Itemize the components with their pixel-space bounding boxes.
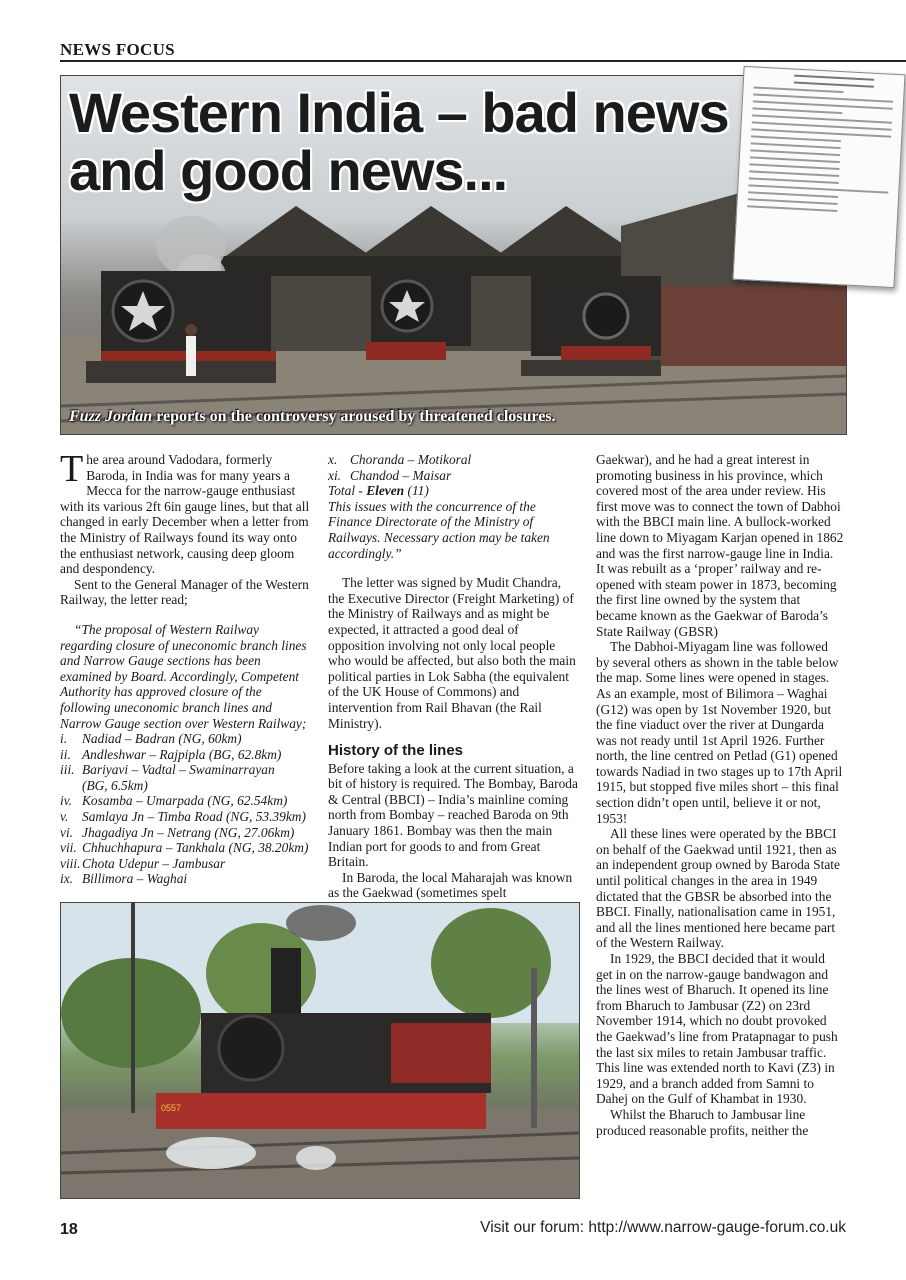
list-item: x. Choranda – Motikoral <box>328 452 472 467</box>
caption-author: Fuzz Jordan <box>69 408 153 425</box>
dabhoi-paragraph: The Dabhoi-Miyagam line was followed by several others as shown in the table below the map. Some lines were opened in stages. As an example, most of Bilimora – Waghai (G12) was open by 1st November 1920, but the fine viaduct over the river at Dungarda was not ready until 1st April 1926. Further north, the line centred on Petlad (G1) opened towards Nadiad in two stages up to 17th April 1915, but stopped five miles short – this final section didn’t open until, believe it or not, 1953! <box>596 639 843 826</box>
article-column-2 <box>328 452 578 901</box>
list-item: v. Samlaya Jn – Timba Road (NG, 53.39km) <box>60 809 306 825</box>
list-item: iii. Bariyavi – Vadtal – Swaminarrayan (BG, 6.5km) <box>60 762 275 793</box>
article-column-3 <box>596 452 844 1138</box>
caption-text: reports on the controversy aroused by threatened closures. <box>152 408 556 425</box>
bbci-1929-paragraph: In 1929, the BBCI decided that it would get in on the narrow-gauge bandwagon and the lines west of Bharuch. It opened its line from Bharuch to Jambusar (Z2) on 23rd November 1914, which no doubt provoked the Gaekwad’s line from Pratapnagar to push the last six miles to retain Jambusar traffic. This line was extended north to Kavi (Z3) in 1929, and a branch added from Samni to Dahej on the Gulf of Khambat in 1930. <box>596 951 838 1107</box>
list-item: iv. Kosamba – Umarpada (NG, 62.54km) <box>60 793 288 809</box>
section-rule <box>60 60 906 62</box>
loco-number-plate: 0557 <box>161 1103 182 1113</box>
subheading-history: History of the lines <box>328 742 464 760</box>
drop-cap: T <box>60 448 84 490</box>
list-item: xi. Chandod – Maisar <box>328 467 452 483</box>
loco-right <box>521 276 661 376</box>
headline <box>69 81 729 202</box>
signed-paragraph: The letter was signed by Mudit Chandra, the Executive Director (Freight Marketing) of the Ministry of Railways and as might be expected, it attracted a good deal of opposition involving not only local people who would be affected, but also both the main political parties in Lok Sabha (the equivalent of the UK House of Commons) and intervention from Rail Bhavan (the Rail Ministry). <box>328 575 576 731</box>
gaekwar-paragraph: Gaekwar), and he had a great interest in promoting business in his province, which covered most of the area under review. His first move was to connect the town of Dabhoi with the BBCI main line. A bullock-worked line down to Miyagam Karjan opened in 1862 and was the first narrow-gauge line in India. It was rebuilt as a ‘proper’ railway and re-opened with steam power in 1873, becoming the first line owned by the system that became known as the Gaekwar of Baroda’s State Railway (GBSR) <box>596 452 844 639</box>
article-column-1 <box>60 448 310 887</box>
loco-photo-2 <box>60 902 580 1199</box>
list-item: vii. Chhuchhapura – Tankhala (NG, 38.20km) <box>60 840 309 856</box>
forum-url[interactable]: Visit our forum: http://www.narrow-gauge-forum.co.uk <box>480 1219 846 1236</box>
headline-line1: Western India – bad news <box>69 81 729 144</box>
history-paragraph: Before taking a look at the current situation, a bit of history is required. The Bombay, Baroda & Central (BBCI) – India’s mainline coming north from Bombay – reached Baroda on 9th January 1861. Bombay was then the main Indian port for goods to and from Great Britain. <box>328 760 578 870</box>
intro-text: he area around Vadodara, formerly Baroda, in India was for many years a Mecca for the narrow-gauge enthusiast with its various 2ft 6in gauge lines, but that all changed in early December when a letter from the Ministry of Railways found its way onto the enthusiast network, causing deep gloom and despondency. <box>60 452 310 577</box>
intro-paragraph <box>60 448 310 577</box>
list-item: ii. Andleshwar – Rajpipla (BG, 62.8km) <box>60 746 282 762</box>
hero-photo <box>60 75 847 435</box>
section-label: NEWS FOCUS <box>60 40 175 59</box>
page-number: 18 <box>60 1221 78 1238</box>
headline-line2: and good news... <box>69 139 508 202</box>
list-item: i. Nadiad – Badran (NG, 60km) <box>60 731 242 747</box>
total-line: Total - Eleven (11) <box>328 483 429 499</box>
letter-quote: “The proposal of Western Railway regarding closure of uneconomic branch lines and Narrow Gauge sections has been examined by Board. Accordingly, Competent Authority has approved closure of the following uneconomic branch lines and Narrow Gauge section over Western Railway; <box>60 621 307 731</box>
list-item: vi. Jhagadiya Jn – Netrang (NG, 27.06km) <box>60 824 295 840</box>
loco-left <box>86 271 276 383</box>
hero-caption <box>69 408 556 426</box>
closure-list <box>60 731 310 887</box>
baroda-paragraph: In Baroda, the local Maharajah was known as the Gaekwad (sometimes spelt <box>328 869 573 901</box>
closure-list-continued <box>328 452 578 483</box>
bharuch-paragraph: Whilst the Bharuch to Jambusar line produced reasonable profits, neither the <box>596 1106 809 1138</box>
loco-yard-illustration <box>61 903 579 1198</box>
sent-paragraph: Sent to the General Manager of the Western Railway, the letter read; <box>60 576 309 608</box>
list-item: ix. Billimora – Waghai <box>60 871 188 887</box>
list-item: viii. Chota Udepur – Jambusar <box>60 855 226 871</box>
operation-paragraph: All these lines were operated by the BBCI on behalf of the Gaekwad until 1921, then as an independent group owned by Baroda State until political changes in the area in 1949 dictated that the GBSR be absorbed into the BBCI. Finally, nationalisation came in 1951, and all the lines mentioned here became part of the Western Railway. <box>596 826 840 951</box>
ministry-letter-image <box>733 66 906 288</box>
quote-end: This issues with the concurrence of the Finance Directorate of the Ministry of Railways. Necessary action may be taken accordingly.” <box>328 498 550 561</box>
